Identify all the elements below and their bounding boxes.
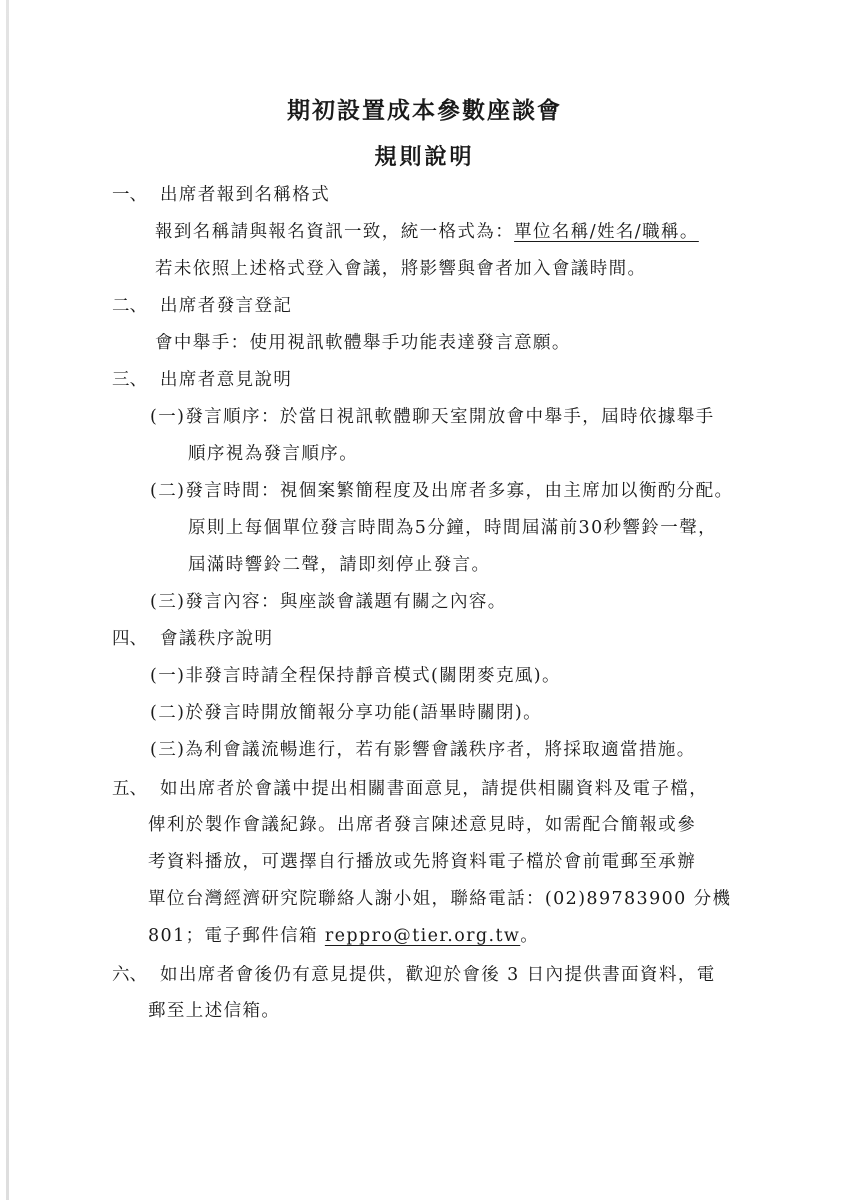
name-format: 單位名稱/姓名/職稱。 [514,222,699,242]
section-1-line-1 [155,220,699,244]
section-4-heading [112,627,273,651]
section-3-heading [112,368,292,392]
section-2-title: 出席者發言登記 [160,296,293,316]
contact-email-link[interactable]: reppro@tier.org.tw [324,926,521,946]
section-4-item-1: (一)非發言時請全程保持靜音模式(關閉麥克風)。 [150,666,561,686]
section-4-number: 四、 [112,629,147,649]
section-5-text-1: 如出席者於會議中提出相關書面意見，請提供相關資料及電子檔， [160,779,709,799]
section-1-line-2: 若未依照上述格式登入會議，將影響與會者加入會議時間。 [155,259,647,279]
section-1-number: 一、 [112,185,147,205]
section-3-item-3-line-1: (三)發言內容：與座談會議題有關之內容。 [150,592,507,612]
section-4-title: 會議秩序說明 [160,629,274,649]
section-2-line-1: 會中舉手：使用視訊軟體舉手功能表達發言意願。 [155,333,571,353]
section-5-number: 五、 [112,779,147,799]
section-2-number: 二、 [112,296,147,316]
section-3-item-2-line-1: (二)發言時間：視個案繁簡程度及出席者多寡，由主席加以衡酌分配。 [150,481,734,501]
section-6-text-1: 如出席者會後仍有意見提供，歡迎於會後 3 日內提供書面資料，電 [160,965,716,985]
section-3-item-1-line-2: 順序視為發言順序。 [188,444,359,464]
section-5-line-3: 考資料播放，可選擇自行播放或先將資料電子檔於會前電郵至承辦 [148,852,697,872]
section-5-line-4: 單位台灣經濟研究院聯絡人謝小姐，聯絡電話：(02)89783900 分機 [148,889,732,909]
section-3-item-1-line-1: (一)發言順序：於當日視訊軟體聊天室開放會中舉手，屆時依據舉手 [150,407,715,427]
section-5-line-2: 俾利於製作會議紀錄。出席者發言陳述意見時，如需配合簡報或參 [148,815,697,835]
section-3-number: 三、 [112,370,147,390]
section-5-line-1 [112,777,708,801]
section-4-item-3: (三)為利會議流暢進行，若有影響會議秩序者，將採取適當措施。 [150,740,696,760]
scan-edge-shadow [6,0,9,1200]
section-3-title: 出席者意見說明 [160,370,293,390]
document-title: 期初設置成本參數座談會 [287,97,562,124]
section-5-line-5 [148,924,539,948]
section-6-line-2: 郵至上述信箱。 [148,1001,281,1021]
section-6-line-1 [112,963,716,987]
email-suffix: 。 [520,926,540,946]
document-subtitle: 規則說明 [374,144,475,170]
section-3-item-2-line-2: 原則上每個單位發言時間為5分鐘，時間屆滿前30秒響鈴一聲， [188,518,717,538]
section-3-item-2-line-3: 屆滿時響鈴二聲，請即刻停止發言。 [188,555,491,575]
section-1-title: 出席者報到名稱格式 [160,185,331,205]
section-6-number: 六、 [112,965,147,985]
section-1-heading [112,183,330,207]
format-instruction: 報到名稱請與報名資訊一致，統一格式為： [155,222,515,242]
email-label: 801；電子郵件信箱 [148,926,325,946]
section-4-item-2: (二)於發言時開放簡報分享功能(語畢時關閉)。 [150,703,543,723]
section-2-heading [112,294,292,318]
